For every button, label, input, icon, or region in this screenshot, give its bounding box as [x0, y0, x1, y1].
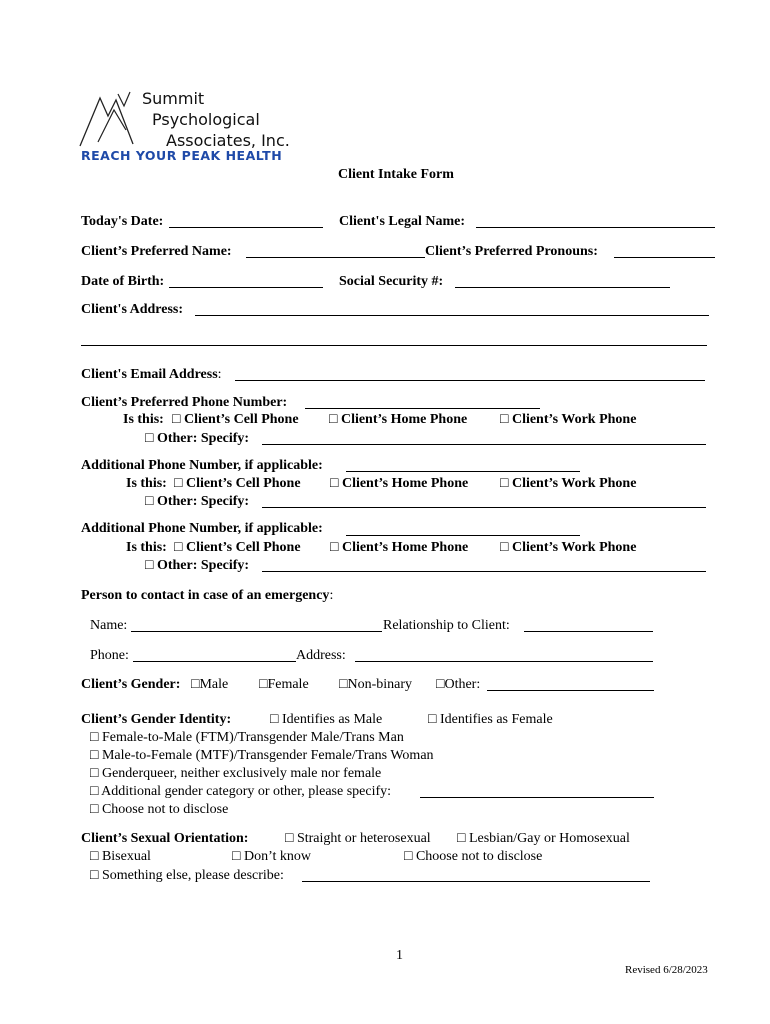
preferred-phone-cell-checkbox[interactable]: □ Client’s Cell Phone	[172, 412, 299, 427]
additional-phone-2-other-field[interactable]	[262, 571, 706, 572]
additional-phone-1-label: Additional Phone Number, if applicable:	[81, 458, 323, 473]
address-label: Client's Address:	[81, 302, 184, 317]
revised-date: Revised 6/28/2023	[625, 964, 708, 976]
gender-label: Client’s Gender:	[81, 677, 181, 692]
identity-ftm-checkbox[interactable]: □ Female-to-Male (FTM)/Transgender Male/Trans Man	[90, 730, 404, 745]
identity-additional-field[interactable]	[420, 797, 654, 798]
gender-female-checkbox[interactable]: □Female	[259, 677, 309, 692]
logo-line-3: Associates, Inc.	[166, 131, 290, 150]
additional-phone-2-other-checkbox[interactable]: □ Other: Specify:	[145, 558, 250, 573]
todays-date-field[interactable]	[169, 227, 323, 228]
email-label: Client's Email Address	[81, 367, 218, 382]
gender-other-checkbox[interactable]: □Other:	[436, 677, 481, 692]
identity-female-checkbox[interactable]: □ Identifies as Female	[428, 712, 553, 727]
emergency-relationship-field[interactable]	[524, 631, 653, 632]
additional-phone-1-other-field[interactable]	[262, 507, 706, 508]
preferred-phone-other-checkbox[interactable]: □ Other: Specify:	[145, 431, 250, 446]
emergency-name-field[interactable]	[131, 631, 382, 632]
logo-tagline: REACH YOUR PEAK HEALTH	[81, 148, 283, 163]
legal-name-label: Client's Legal Name:	[339, 214, 465, 229]
orientation-dont-know-checkbox[interactable]: □ Don’t know	[232, 849, 311, 864]
email-colon: :	[217, 367, 222, 382]
orientation-label: Client’s Sexual Orientation:	[81, 831, 249, 846]
logo-line-2: Psychological	[152, 110, 260, 129]
additional-phone-2-is-this: Is this:	[126, 540, 167, 555]
additional-phone-1-home-checkbox[interactable]: □ Client’s Home Phone	[330, 476, 469, 491]
additional-phone-1-work-checkbox[interactable]: □ Client’s Work Phone	[500, 476, 637, 491]
address-field-line-2[interactable]	[81, 345, 707, 346]
preferred-name-label: Client’s Preferred Name:	[81, 244, 232, 259]
dob-field[interactable]	[169, 287, 323, 288]
emergency-colon: :	[329, 588, 334, 603]
orientation-not-disclose-checkbox[interactable]: □ Choose not to disclose	[404, 849, 543, 864]
additional-phone-1-cell-checkbox[interactable]: □ Client’s Cell Phone	[174, 476, 301, 491]
identity-not-disclose-checkbox[interactable]: □ Choose not to disclose	[90, 802, 229, 817]
orientation-bisexual-checkbox[interactable]: □ Bisexual	[90, 849, 151, 864]
todays-date-label: Today's Date:	[81, 214, 164, 229]
dob-label: Date of Birth:	[81, 274, 165, 289]
emergency-phone-field[interactable]	[133, 661, 296, 662]
preferred-pronouns-label: Client’s Preferred Pronouns:	[425, 244, 598, 259]
ssn-label: Social Security #:	[339, 274, 444, 289]
orientation-lesbian-gay-checkbox[interactable]: □ Lesbian/Gay or Homosexual	[457, 831, 630, 846]
identity-additional-checkbox[interactable]: □ Additional gender category or other, please specify:	[90, 784, 392, 799]
preferred-name-field[interactable]	[246, 257, 425, 258]
logo-line-1: Summit	[142, 89, 205, 108]
emergency-phone-label: Phone:	[90, 648, 129, 663]
identity-mtf-checkbox[interactable]: □ Male-to-Female (MTF)/Transgender Female/Trans Woman	[90, 748, 434, 763]
emergency-address-label: Address:	[296, 648, 346, 663]
legal-name-field[interactable]	[476, 227, 715, 228]
form-title: Client Intake Form	[338, 167, 454, 182]
gender-nonbinary-checkbox[interactable]: □Non-binary	[339, 677, 412, 692]
additional-phone-1-is-this: Is this:	[126, 476, 167, 491]
additional-phone-2-home-checkbox[interactable]: □ Client’s Home Phone	[330, 540, 469, 555]
mountain-logo-icon	[78, 88, 148, 150]
gender-male-checkbox[interactable]: □Male	[191, 677, 229, 692]
preferred-phone-work-checkbox[interactable]: □ Client’s Work Phone	[500, 412, 637, 427]
address-field-line-1[interactable]	[195, 315, 709, 316]
gender-identity-label: Client’s Gender Identity:	[81, 712, 232, 727]
additional-phone-2-label: Additional Phone Number, if applicable:	[81, 521, 323, 536]
identity-genderqueer-checkbox[interactable]: □ Genderqueer, neither exclusively male nor female	[90, 766, 382, 781]
orientation-straight-checkbox[interactable]: □ Straight or heterosexual	[285, 831, 431, 846]
gender-other-field[interactable]	[487, 690, 654, 691]
preferred-phone-field[interactable]	[305, 408, 540, 409]
page-number: 1	[396, 948, 403, 963]
additional-phone-2-field[interactable]	[346, 535, 580, 536]
additional-phone-2-work-checkbox[interactable]: □ Client’s Work Phone	[500, 540, 637, 555]
emergency-name-label: Name:	[90, 618, 128, 633]
identity-male-checkbox[interactable]: □ Identifies as Male	[270, 712, 383, 727]
ssn-field[interactable]	[455, 287, 670, 288]
preferred-pronouns-field[interactable]	[614, 257, 715, 258]
preferred-phone-other-field[interactable]	[262, 444, 706, 445]
additional-phone-2-cell-checkbox[interactable]: □ Client’s Cell Phone	[174, 540, 301, 555]
orientation-something-else-checkbox[interactable]: □ Something else, please describe:	[90, 868, 284, 883]
emergency-address-field[interactable]	[355, 661, 653, 662]
email-field[interactable]	[235, 380, 705, 381]
preferred-phone-label: Client’s Preferred Phone Number:	[81, 395, 288, 410]
preferred-phone-home-checkbox[interactable]: □ Client’s Home Phone	[329, 412, 468, 427]
emergency-relationship-label: Relationship to Client:	[383, 618, 510, 633]
additional-phone-1-other-checkbox[interactable]: □ Other: Specify:	[145, 494, 250, 509]
preferred-phone-is-this: Is this:	[123, 412, 164, 427]
orientation-something-else-field[interactable]	[302, 881, 650, 882]
emergency-heading: Person to contact in case of an emergency	[81, 588, 330, 603]
additional-phone-1-field[interactable]	[346, 471, 580, 472]
